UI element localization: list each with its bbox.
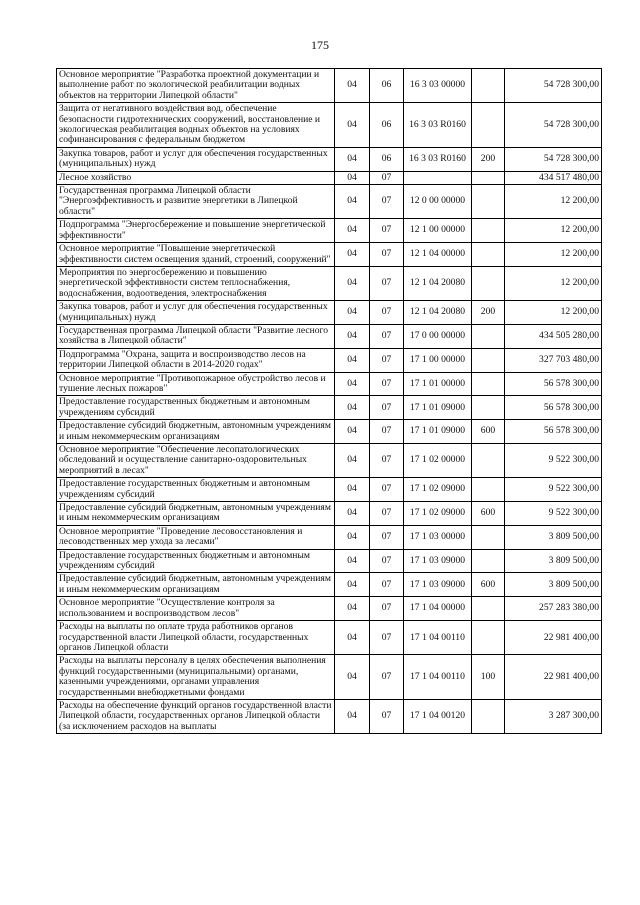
row-name: Предоставление государственных бюджетным и автономным учреждениям субсидий	[57, 549, 335, 573]
row-name: Предоставление субсидий бюджетным, автономным учреждениям и иным некоммерческим организациям	[57, 420, 335, 444]
row-name: Государственная программа Липецкой области "Энергоэффективность и развитие энергетики в Липецкой области"	[57, 185, 335, 219]
row-section: 04	[335, 266, 370, 300]
row-section: 04	[335, 219, 370, 243]
row-target-code: 17 1 04 00120	[404, 699, 472, 733]
row-subsection: 07	[370, 597, 404, 621]
row-subsection: 07	[370, 171, 404, 184]
row-amount: 434 517 480,00	[505, 171, 602, 184]
row-name: Государственная программа Липецкой области "Развитие лесного хозяйства в Липецкой области"	[57, 324, 335, 348]
table-row	[57, 699, 602, 733]
row-amount: 22 981 400,00	[505, 655, 602, 700]
row-expense-type	[472, 549, 505, 573]
row-section: 04	[335, 396, 370, 420]
row-expense-type: 600	[472, 502, 505, 526]
row-subsection: 07	[370, 185, 404, 219]
row-section: 04	[335, 621, 370, 655]
row-section: 04	[335, 348, 370, 372]
page-number: 175	[311, 38, 329, 52]
budget-table	[56, 68, 602, 734]
row-expense-type	[472, 597, 505, 621]
table-row	[57, 301, 602, 325]
row-subsection: 07	[370, 655, 404, 700]
row-expense-type	[472, 103, 505, 148]
row-section: 04	[335, 573, 370, 597]
row-name: Основное мероприятие "Обеспечение лесопатологических обследований и осуществление санитарно-оздоровительных мероприятий в лесах"	[57, 444, 335, 478]
row-section: 04	[335, 502, 370, 526]
row-subsection: 06	[370, 147, 404, 171]
row-section: 04	[335, 243, 370, 267]
row-name: Подпрограмма "Охрана, защита и воспроизводство лесов на территории Липецкой области в 2014-2020 годах"	[57, 348, 335, 372]
row-subsection: 06	[370, 103, 404, 148]
row-amount: 12 200,00	[505, 185, 602, 219]
row-expense-type: 600	[472, 420, 505, 444]
row-expense-type	[472, 372, 505, 396]
row-target-code: 12 1 00 00000	[404, 219, 472, 243]
table-row	[57, 502, 602, 526]
row-name: Лесное хозяйство	[57, 171, 335, 184]
row-subsection: 07	[370, 266, 404, 300]
row-expense-type	[472, 699, 505, 733]
row-subsection: 07	[370, 502, 404, 526]
row-subsection: 07	[370, 525, 404, 549]
row-section: 04	[335, 420, 370, 444]
row-amount: 54 728 300,00	[505, 69, 602, 103]
table-row	[57, 444, 602, 478]
row-name: Закупка товаров, работ и услуг для обеспечения государственных (муниципальных) нужд	[57, 147, 335, 171]
row-name: Мероприятия по энергосбережению и повышению энергетической эффективности систем теплоснабжения, водоснабжения, водоотведения, электроснабжения	[57, 266, 335, 300]
row-amount: 56 578 300,00	[505, 396, 602, 420]
row-amount: 3 809 500,00	[505, 573, 602, 597]
row-target-code: 17 1 03 09000	[404, 549, 472, 573]
row-section: 04	[335, 324, 370, 348]
row-name: Предоставление государственных бюджетным и автономным учреждениям субсидий	[57, 478, 335, 502]
row-section: 04	[335, 147, 370, 171]
table-row	[57, 573, 602, 597]
row-amount: 434 505 280,00	[505, 324, 602, 348]
row-subsection: 07	[370, 301, 404, 325]
row-expense-type	[472, 396, 505, 420]
table-row	[57, 525, 602, 549]
row-subsection: 07	[370, 444, 404, 478]
row-expense-type	[472, 324, 505, 348]
row-name: Защита от негативного воздействия вод, обеспечение безопасности гидротехнических сооружений, восстановление и экологическая реабилитация водных объектов на условиях софинансирования с федеральным бюджетом	[57, 103, 335, 148]
row-target-code: 17 1 04 00110	[404, 655, 472, 700]
row-amount: 257 283 380,00	[505, 597, 602, 621]
row-name: Расходы на обеспечение функций органов государственной власти Липецкой области, государственных органов Липецкой области (за исключением расходов на выплаты	[57, 699, 335, 733]
row-section: 04	[335, 185, 370, 219]
row-section: 04	[335, 549, 370, 573]
row-subsection: 07	[370, 573, 404, 597]
table-row	[57, 478, 602, 502]
row-amount: 22 981 400,00	[505, 621, 602, 655]
table-row	[57, 243, 602, 267]
table-row	[57, 219, 602, 243]
row-name: Закупка товаров, работ и услуг для обеспечения государственных (муниципальных) нужд	[57, 301, 335, 325]
table-row	[57, 655, 602, 700]
row-expense-type	[472, 478, 505, 502]
row-amount: 3 809 500,00	[505, 525, 602, 549]
row-section: 04	[335, 171, 370, 184]
row-amount: 327 703 480,00	[505, 348, 602, 372]
row-target-code: 12 1 04 00000	[404, 243, 472, 267]
row-name: Расходы на выплаты персоналу в целях обеспечения выполнения функций государственными (муниципальными) органами, казенными учреждениями, органами управления государственными внебюджетными фондами	[57, 655, 335, 700]
row-subsection: 07	[370, 243, 404, 267]
row-target-code: 12 1 04 20080	[404, 266, 472, 300]
row-expense-type	[472, 185, 505, 219]
row-target-code: 16 3 03 R0160	[404, 103, 472, 148]
row-name: Предоставление субсидий бюджетным, автономным учреждениям и иным некоммерческим организациям	[57, 502, 335, 526]
row-section: 04	[335, 103, 370, 148]
row-expense-type	[472, 348, 505, 372]
row-amount: 56 578 300,00	[505, 372, 602, 396]
row-amount: 9 522 300,00	[505, 444, 602, 478]
row-target-code: 17 1 03 09000	[404, 573, 472, 597]
row-section: 04	[335, 478, 370, 502]
row-expense-type: 100	[472, 655, 505, 700]
row-section: 04	[335, 372, 370, 396]
table-row	[57, 549, 602, 573]
row-target-code: 17 1 01 09000	[404, 420, 472, 444]
row-target-code: 12 0 00 00000	[404, 185, 472, 219]
row-subsection: 07	[370, 699, 404, 733]
row-expense-type	[472, 243, 505, 267]
row-expense-type	[472, 171, 505, 184]
row-section: 04	[335, 597, 370, 621]
row-name: Основное мероприятие "Осуществление контроля за использованием и воспроизводством лесов"	[57, 597, 335, 621]
row-expense-type	[472, 69, 505, 103]
row-amount: 3 809 500,00	[505, 549, 602, 573]
row-target-code: 17 1 04 00000	[404, 597, 472, 621]
row-expense-type	[472, 219, 505, 243]
table-row	[57, 621, 602, 655]
row-expense-type	[472, 444, 505, 478]
row-subsection: 07	[370, 621, 404, 655]
row-amount: 9 522 300,00	[505, 502, 602, 526]
row-subsection: 07	[370, 396, 404, 420]
table-row	[57, 324, 602, 348]
row-name: Основное мероприятие "Противопожарное обустройство лесов и тушение лесных пожаров"	[57, 372, 335, 396]
row-name: Подпрограмма "Энергосбережение и повышение энергетической эффективности"	[57, 219, 335, 243]
row-amount: 12 200,00	[505, 301, 602, 325]
row-target-code: 17 0 00 00000	[404, 324, 472, 348]
row-target-code: 17 1 01 09000	[404, 396, 472, 420]
row-expense-type: 200	[472, 301, 505, 325]
table-row	[57, 348, 602, 372]
row-subsection: 07	[370, 348, 404, 372]
table-row	[57, 103, 602, 148]
row-name: Основное мероприятие "Разработка проектной документации и выполнение работ по экологической реабилитации водных объектов на территории Липецкой области"	[57, 69, 335, 103]
row-name: Расходы на выплаты по оплате труда работников органов государственной власти Липецкой области, государственных органов Липецкой области	[57, 621, 335, 655]
row-subsection: 07	[370, 420, 404, 444]
row-amount: 9 522 300,00	[505, 478, 602, 502]
row-section: 04	[335, 525, 370, 549]
row-expense-type: 200	[472, 147, 505, 171]
row-target-code: 12 1 04 20080	[404, 301, 472, 325]
row-name: Предоставление субсидий бюджетным, автономным учреждениям и иным некоммерческим организациям	[57, 573, 335, 597]
row-subsection: 06	[370, 69, 404, 103]
row-target-code: 17 1 02 00000	[404, 444, 472, 478]
row-amount: 3 287 300,00	[505, 699, 602, 733]
row-expense-type	[472, 621, 505, 655]
row-subsection: 07	[370, 372, 404, 396]
row-subsection: 07	[370, 219, 404, 243]
row-target-code: 17 1 00 00000	[404, 348, 472, 372]
row-expense-type	[472, 525, 505, 549]
row-target-code	[404, 171, 472, 184]
row-expense-type	[472, 266, 505, 300]
row-target-code: 17 1 01 00000	[404, 372, 472, 396]
row-expense-type: 600	[472, 573, 505, 597]
row-amount: 54 728 300,00	[505, 103, 602, 148]
row-amount: 12 200,00	[505, 266, 602, 300]
table-row	[57, 266, 602, 300]
table-row	[57, 372, 602, 396]
table-row	[57, 420, 602, 444]
row-section: 04	[335, 301, 370, 325]
row-section: 04	[335, 444, 370, 478]
table-row	[57, 396, 602, 420]
row-target-code: 17 1 02 09000	[404, 478, 472, 502]
row-name: Основное мероприятие "Проведение лесовосстановления и лесоводственных мер ухода за лесами"	[57, 525, 335, 549]
row-amount: 12 200,00	[505, 219, 602, 243]
row-target-code: 17 1 04 00110	[404, 621, 472, 655]
row-amount: 54 728 300,00	[505, 147, 602, 171]
row-target-code: 17 1 03 00000	[404, 525, 472, 549]
table-row	[57, 597, 602, 621]
row-amount: 12 200,00	[505, 243, 602, 267]
row-subsection: 07	[370, 549, 404, 573]
budget-table-body	[57, 69, 602, 734]
table-row	[57, 69, 602, 103]
table-row	[57, 185, 602, 219]
row-target-code: 16 3 03 R0160	[404, 147, 472, 171]
row-section: 04	[335, 69, 370, 103]
row-section: 04	[335, 699, 370, 733]
row-target-code: 17 1 02 09000	[404, 502, 472, 526]
table-row	[57, 171, 602, 184]
row-section: 04	[335, 655, 370, 700]
row-subsection: 07	[370, 478, 404, 502]
row-target-code: 16 3 03 00000	[404, 69, 472, 103]
table-row	[57, 147, 602, 171]
row-name: Основное мероприятие "Повышение энергетической эффективности систем освещения зданий, строений, сооружений"	[57, 243, 335, 267]
row-subsection: 07	[370, 324, 404, 348]
row-amount: 56 578 300,00	[505, 420, 602, 444]
row-name: Предоставление государственных бюджетным и автономным учреждениям субсидий	[57, 396, 335, 420]
